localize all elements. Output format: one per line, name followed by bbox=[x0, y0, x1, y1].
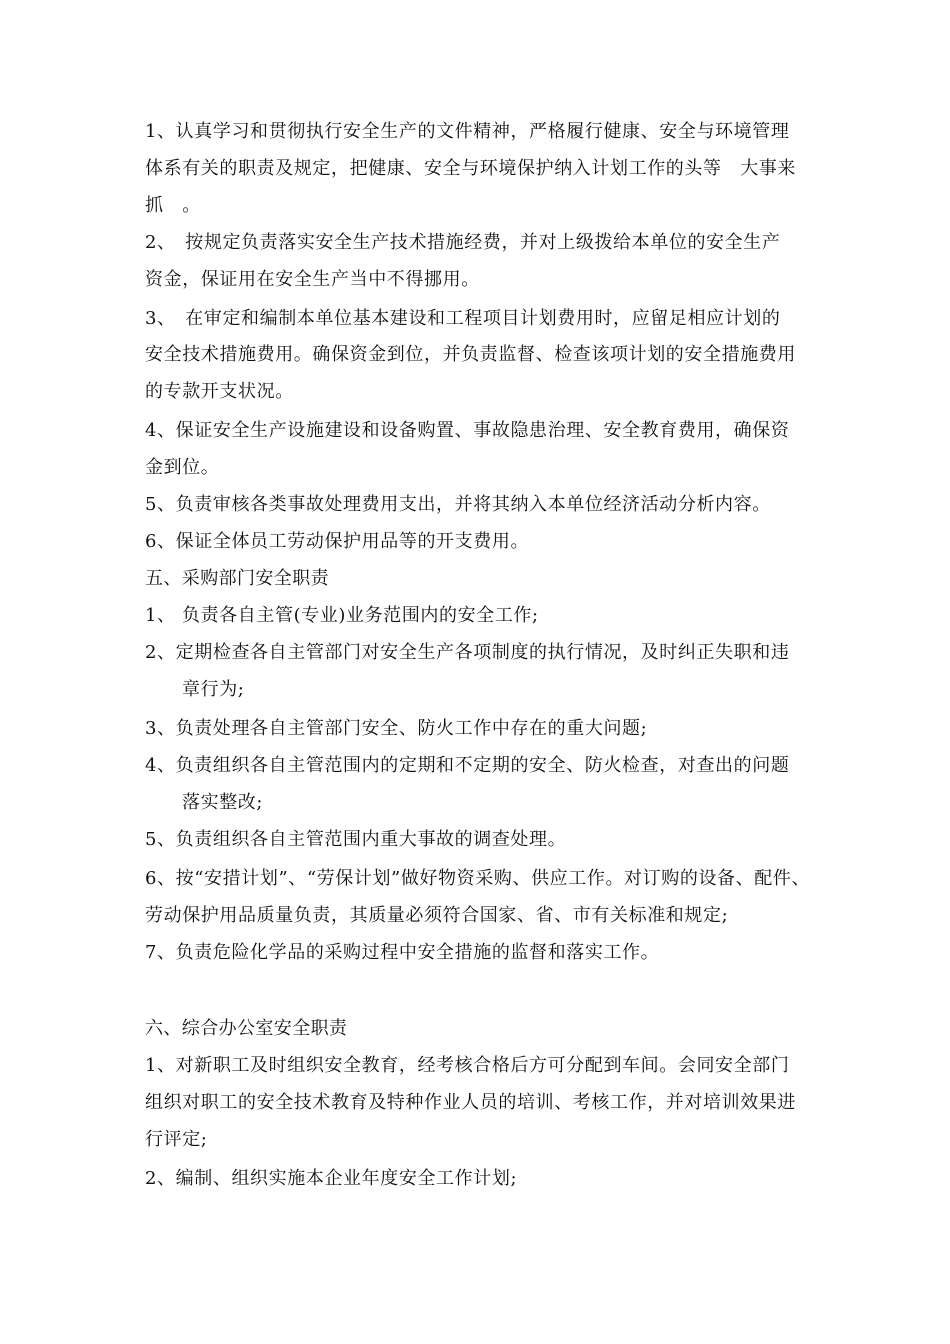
office-item-1-line-1: 1、对新职工及时组织安全教育，经考核合格后方可分配到车间。会同安全部门 bbox=[145, 1055, 790, 1076]
purchasing-item-6-line-1: 6、按“安措计划”、“劳保计划”做好物资采购、供应工作。对订购的设备、配件、 bbox=[145, 868, 811, 889]
purchasing-section-heading: 五、采购部门安全职责 bbox=[145, 568, 329, 589]
purchasing-item-2-line-2: 章行为; bbox=[182, 679, 245, 700]
finance-item-4-line-2: 金到位。 bbox=[145, 457, 220, 478]
office-item-2: 2、编制、组织实施本企业年度安全工作计划; bbox=[145, 1168, 518, 1189]
finance-item-4-line-1: 4、保证安全生产设施建设和设备购置、事故隐患治理、安全教育费用，确保资 bbox=[145, 420, 790, 441]
purchasing-item-2-line-1: 2、定期检查各自主管部门对安全生产各项制度的执行情况，及时纠正失职和违 bbox=[145, 642, 790, 663]
finance-item-3-line-2: 安全技术措施费用。确保资金到位，并负责监督、检查该项计划的安全措施费用 bbox=[145, 344, 796, 365]
finance-item-2-line-1: 2、 按规定负责落实安全生产技术措施经费，并对上级拨给本单位的安全生产 bbox=[145, 232, 781, 253]
finance-item-6: 6、保证全体员工劳动保护用品等的开支费用。 bbox=[145, 531, 530, 552]
office-item-1-line-2: 组织对职工的安全技术教育及特种作业人员的培训、考核工作，并对培训效果进 bbox=[145, 1092, 796, 1113]
office-item-1-line-3: 行评定; bbox=[145, 1129, 208, 1150]
purchasing-item-5: 5、负责组织各自主管范围内重大事故的调查处理。 bbox=[145, 829, 567, 850]
finance-item-1-line-3: 抓 。 bbox=[145, 195, 201, 216]
finance-item-3-line-1: 3、 在审定和编制本单位基本建设和工程项目计划费用时，应留足相应计划的 bbox=[145, 308, 781, 329]
office-section-heading: 六、综合办公室安全职责 bbox=[145, 1018, 348, 1039]
finance-item-1-line-2: 体系有关的职责及规定，把健康、安全与环境保护纳入计划工作的头等 大事来 bbox=[145, 158, 796, 179]
finance-item-1-line-1: 1、认真学习和贯彻执行安全生产的文件精神，严格履行健康、安全与环境管理 bbox=[145, 121, 790, 142]
purchasing-item-3: 3、负责处理各自主管部门安全、防火工作中存在的重大问题; bbox=[145, 718, 648, 739]
finance-item-3-line-3: 的专款开支状况。 bbox=[145, 381, 294, 402]
purchasing-item-4-line-1: 4、负责组织各自主管范围内的定期和不定期的安全、防火检查，对查出的问题 bbox=[145, 755, 790, 776]
purchasing-item-4-line-2: 落实整改; bbox=[182, 792, 264, 813]
finance-item-5: 5、负责审核各类事故处理费用支出，并将其纳入本单位经济活动分析内容。 bbox=[145, 494, 771, 515]
purchasing-item-7: 7、负责危险化学品的采购过程中安全措施的监督和落实工作。 bbox=[145, 942, 660, 963]
purchasing-item-1: 1、 负责各自主管(专业)业务范围内的安全工作; bbox=[145, 605, 539, 626]
purchasing-item-6-line-2: 劳动保护用品质量负责，其质量必须符合国家、省、市有关标准和规定; bbox=[145, 905, 729, 926]
finance-item-2-line-2: 资金，保证用在安全生产当中不得挪用。 bbox=[145, 269, 480, 290]
